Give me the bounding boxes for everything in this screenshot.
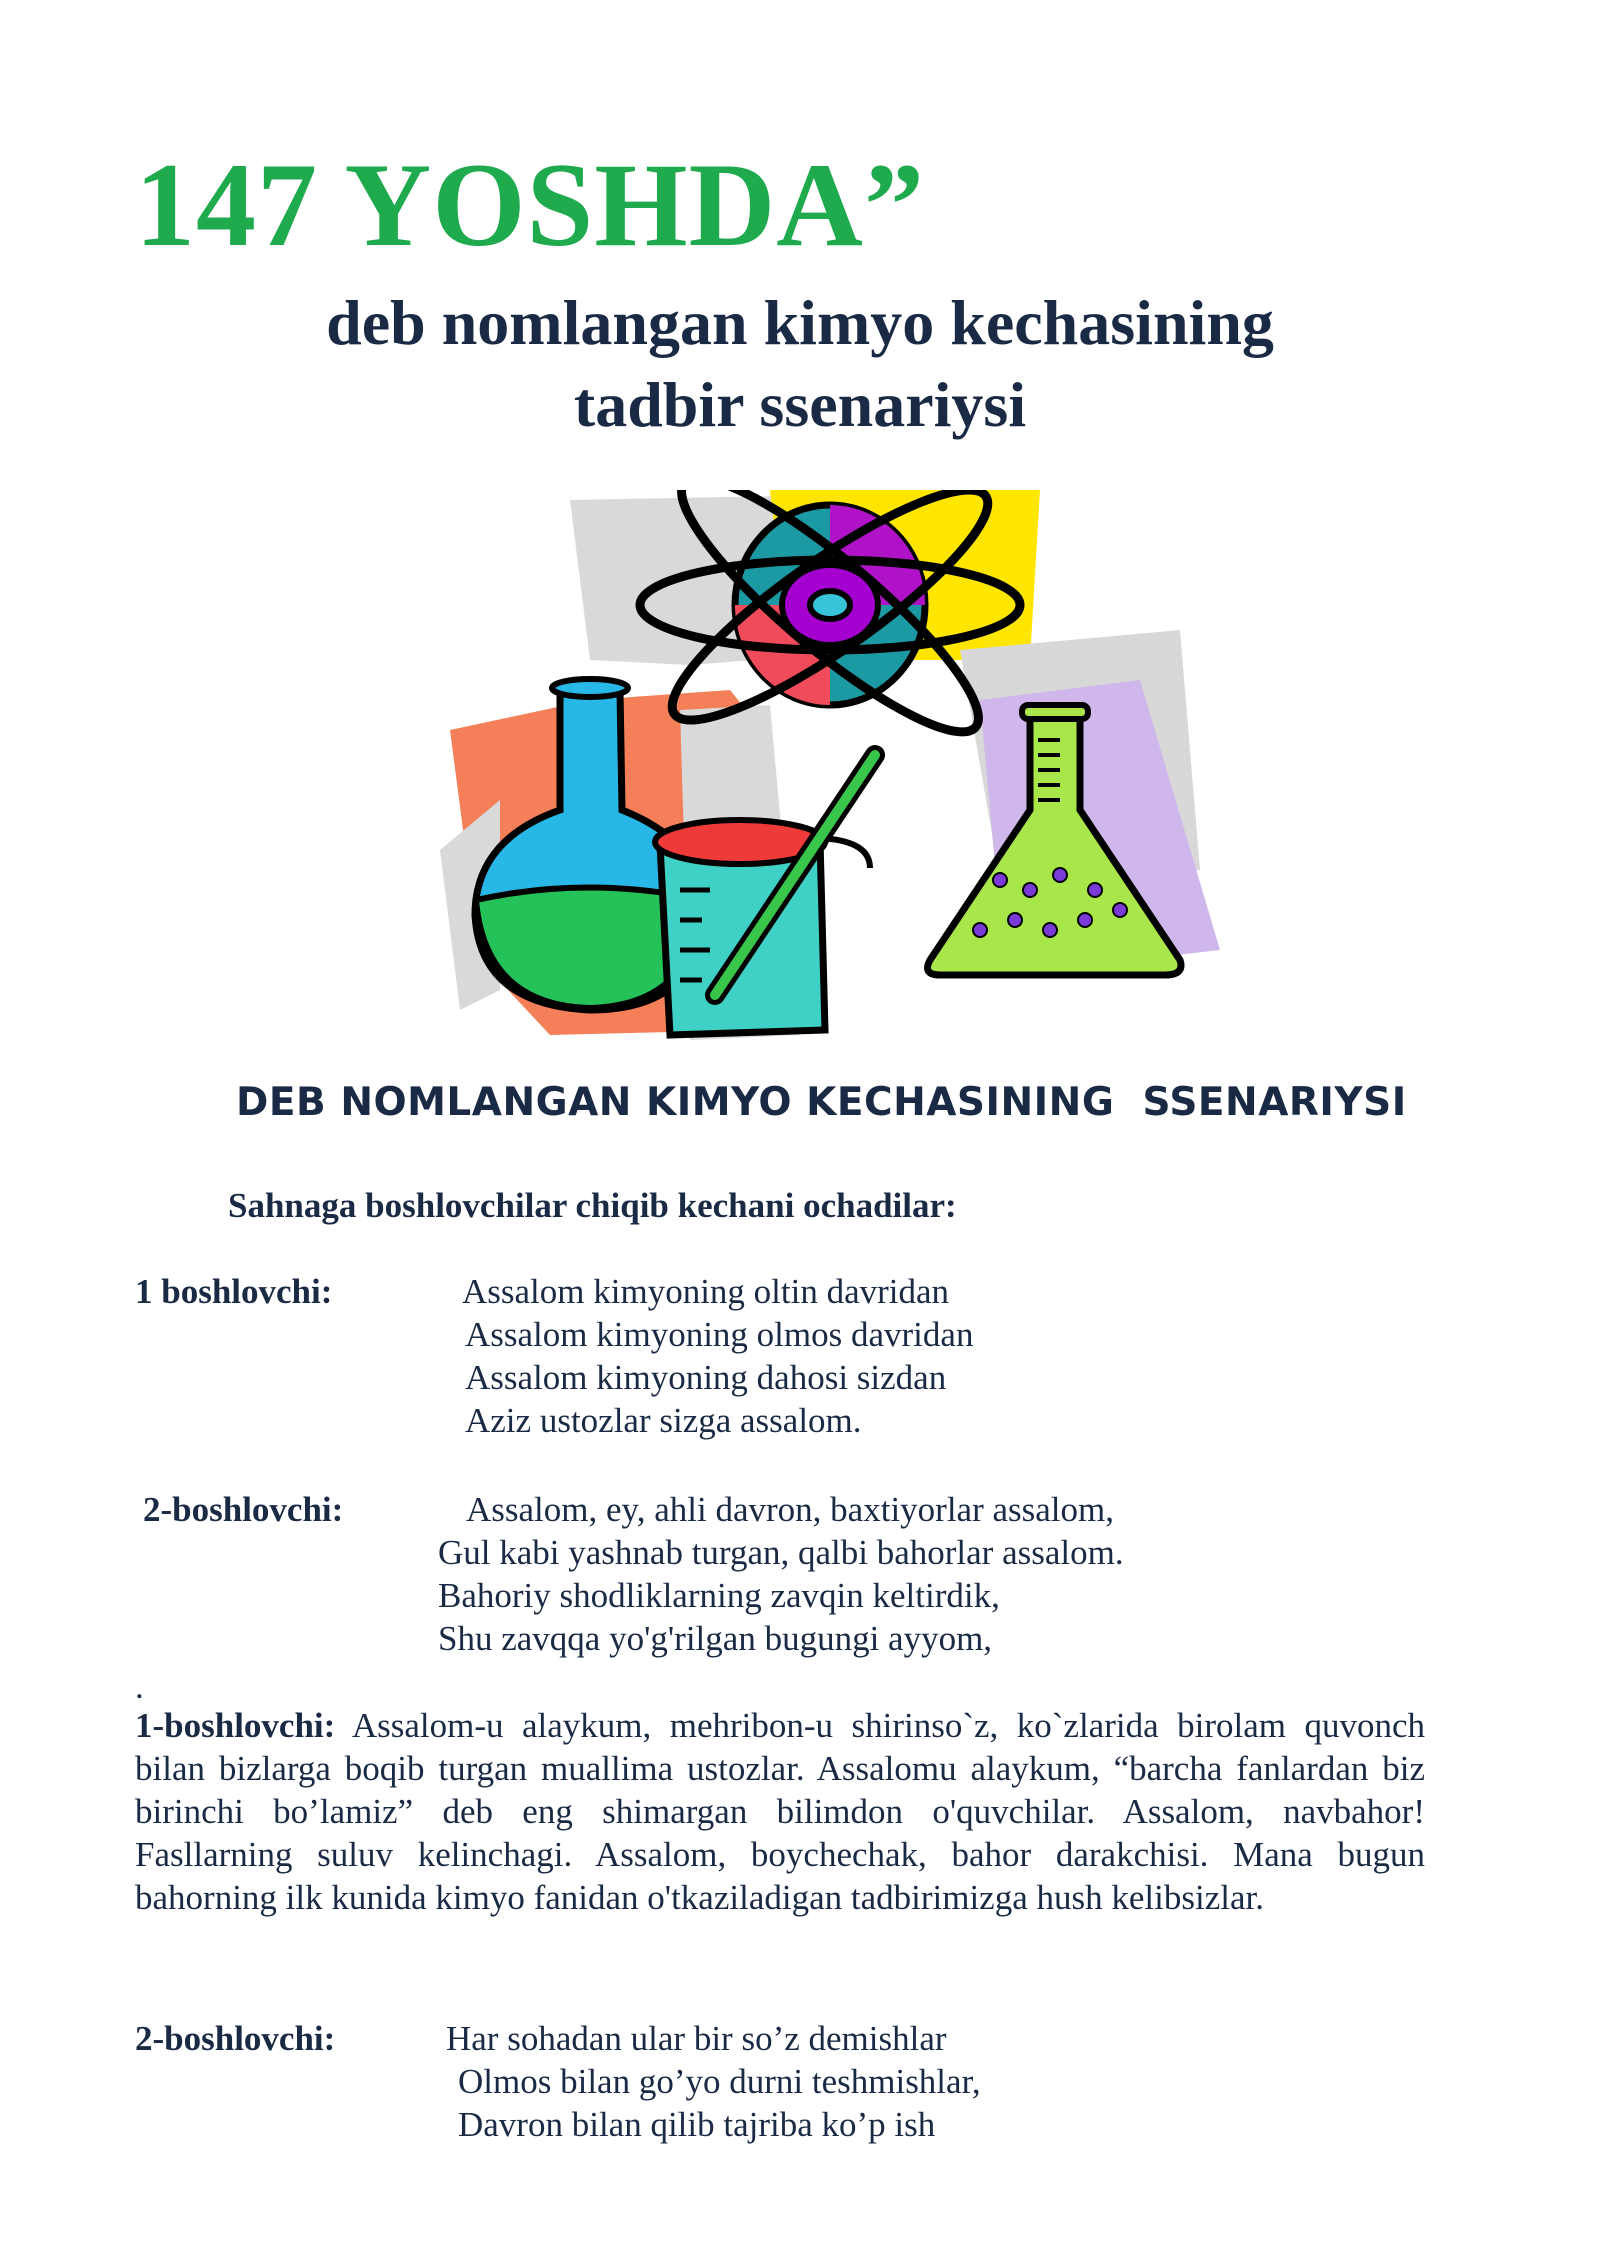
verse-line: Assalom, ey, ahli davron, baxtiyorlar assalom, <box>466 1490 1114 1529</box>
verse-line: Aziz ustozlar sizga assalom. <box>465 1401 862 1440</box>
verse-line: Davron bilan qilib tajriba ko’p ish <box>458 2105 936 2144</box>
chemistry-lab-clipart-icon <box>440 490 1230 1050</box>
separator-dot: . <box>135 1667 144 1706</box>
intro-line: Sahnaga boshlovchilar chiqib kechani ochadilar: <box>228 1186 957 1225</box>
verse-line: Assalom kimyoning oltin davridan <box>462 1272 950 1311</box>
verse-block-3 <box>446 2017 981 2146</box>
verse-block-2 <box>438 1488 1124 1660</box>
main-title: 147 YOSHDA” <box>135 138 925 271</box>
verse-line: Har sohadan ular bir so’z demishlar <box>446 2019 947 2058</box>
section-heading: DEB NOMLANGAN KIMYO KECHASINING SSENARIYSI <box>236 1080 1407 1125</box>
speaker-label: 2-boshlovchi: <box>143 1490 344 1529</box>
subtitle-line-1: deb nomlangan kimyo kechasining <box>326 287 1274 358</box>
verse-line: Bahoriy shodliklarning zavqin keltirdik, <box>438 1576 1000 1615</box>
verse-line: Gul kabi yashnab turgan, qalbi bahorlar assalom. <box>438 1533 1124 1572</box>
speaker-label: 1-boshlovchi: <box>135 1706 336 1745</box>
verse-block-1 <box>462 1270 973 1442</box>
paragraph-text: Assalom-u alaykum, mehribon-u shirinso`z, ko`zlarida birolam quvonch bilan bizlarga boqib turgan muallima ustozlar. Assalomu alaykum, “barcha fanlardan biz birinchi bo’lamiz” deb eng shimargan bilimdon o'quvchilar. Assalom, navbahor! Fasllarning suluv kelinchagi. Assalom, boychechak, bahor darakchisi. Mana bugun bahorning ilk kunida kimyo fanidan o'tkaziladigan tadbirimizga hush kelibsizlar. <box>135 1706 1425 1917</box>
subtitle-line-2: tadbir ssenariysi <box>573 369 1027 440</box>
speech-paragraph <box>135 1704 1425 1919</box>
verse-line: Assalom kimyoning dahosi sizdan <box>465 1358 947 1397</box>
subtitle <box>0 282 1600 446</box>
speaker-label: 1 boshlovchi: <box>135 1272 333 1311</box>
verse-line: Shu zavqqa yo'g'rilgan bugungi ayyom, <box>438 1619 993 1658</box>
verse-line: Assalom kimyoning olmos davridan <box>465 1315 974 1354</box>
verse-line: Olmos bilan go’yo durni teshmishlar, <box>458 2062 981 2101</box>
speaker-label: 2-boshlovchi: <box>135 2019 336 2058</box>
